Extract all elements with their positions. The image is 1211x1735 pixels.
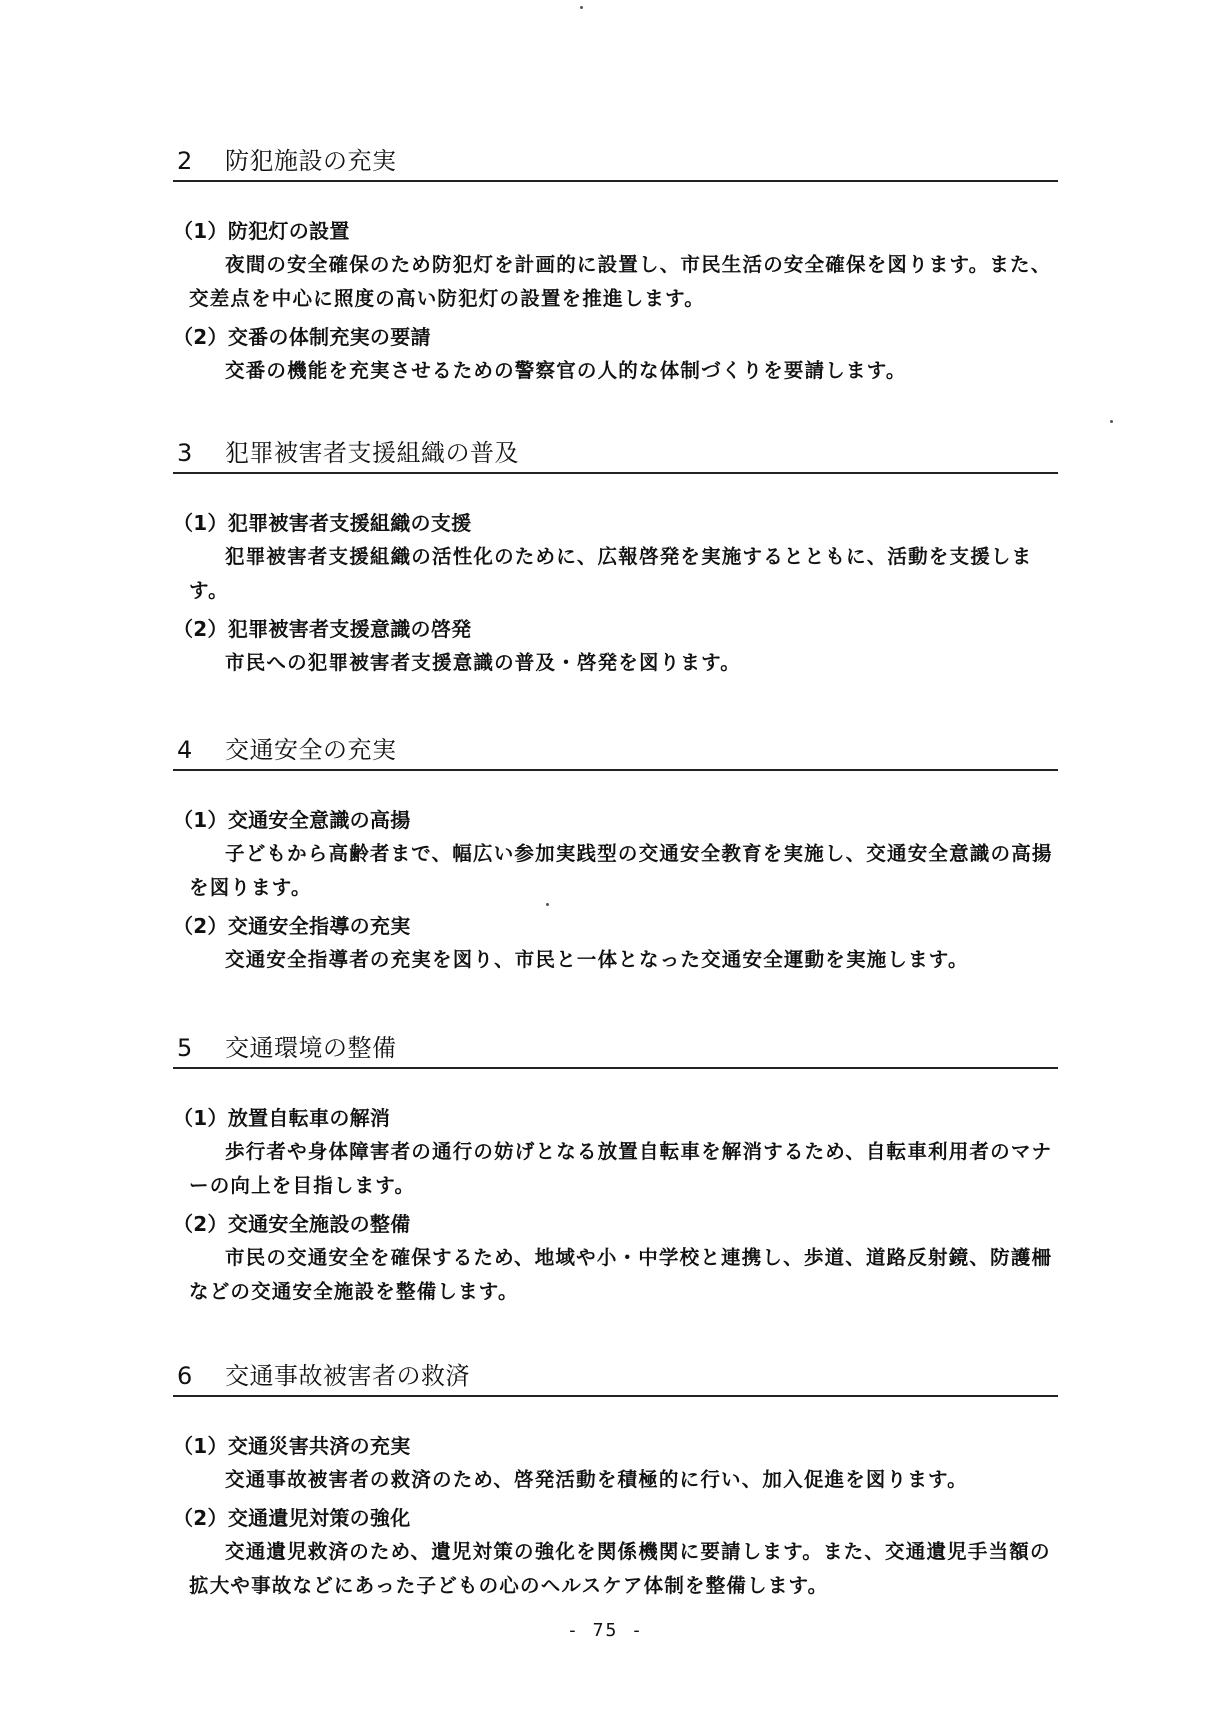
section-3 xyxy=(173,438,1058,684)
section-number: 3 xyxy=(177,439,193,467)
section-number: 2 xyxy=(177,147,193,175)
section-items xyxy=(173,1429,1058,1603)
scan-speck xyxy=(546,903,549,906)
item-text: 交番の機能を充実させるための警察官の人的な体制づくりを要請します。 xyxy=(225,359,907,382)
item-label: （2）交番の体制充実の要請 xyxy=(173,325,431,349)
section-number: 6 xyxy=(177,1362,193,1390)
item-text: 交通安全指導者の充実を図り、市民と一体となった交通安全運動を実施します。 xyxy=(225,948,969,971)
section-title: 防犯施設の充実 xyxy=(225,147,397,175)
section-heading xyxy=(173,146,1058,182)
section-heading xyxy=(173,1361,1058,1397)
section-2 xyxy=(173,146,1058,392)
scan-speck xyxy=(580,6,583,9)
item-label: （1）犯罪被害者支援組織の支援 xyxy=(173,511,472,535)
section-items xyxy=(173,1101,1058,1309)
section-number: 4 xyxy=(177,736,193,764)
item-text: 交通遺児救済のため、遺児対策の強化を関係機関に要請します。また、交通遺児手当額の拡大や事故などにあった子どもの心のヘルスケア体制を整備します。 xyxy=(189,1540,1051,1597)
item-label: （2）交通安全施設の整備 xyxy=(173,1212,411,1236)
item-text: 市民への犯罪被害者支援意識の普及・啓発を図ります。 xyxy=(225,651,741,674)
item-text: 子どもから高齢者まで、幅広い参加実践型の交通安全教育を実施し、交通安全意識の高揚を図ります。 xyxy=(189,842,1053,899)
scan-speck xyxy=(1110,420,1113,423)
section-items xyxy=(173,506,1058,680)
section-number: 5 xyxy=(177,1034,193,1062)
section-heading xyxy=(173,1033,1058,1069)
item-text: 歩行者や身体障害者の通行の妨げとなる放置自転車を解消するため、自転車利用者のマナーの向上を目指します。 xyxy=(189,1140,1053,1197)
section-items xyxy=(173,214,1058,388)
section-title: 犯罪被害者支援組織の普及 xyxy=(225,439,519,467)
section-heading xyxy=(173,735,1058,771)
section-title: 交通安全の充実 xyxy=(225,736,397,764)
section-5 xyxy=(173,1033,1058,1313)
item-label: （2）犯罪被害者支援意識の啓発 xyxy=(173,617,472,641)
section-title: 交通環境の整備 xyxy=(225,1034,397,1062)
item-text: 夜間の安全確保のため防犯灯を計画的に設置し、市民生活の安全確保を図ります。また、交差点を中心に照度の高い防犯灯の設置を推進します。 xyxy=(189,253,1052,310)
item-label: （1）交通安全意識の高揚 xyxy=(173,808,411,832)
item-text: 交通事故被害者の救済のため、啓発活動を積極的に行い、加入促進を図ります。 xyxy=(225,1468,968,1491)
item-text: 市民の交通安全を確保するため、地域や小・中学校と連携し、歩道、道路反射鏡、防護柵などの交通安全施設を整備します。 xyxy=(189,1246,1053,1303)
item-label: （1）防犯灯の設置 xyxy=(173,219,350,243)
item-label: （2）交通安全指導の充実 xyxy=(173,914,411,938)
item-label: （1）交通災害共済の充実 xyxy=(173,1434,411,1458)
section-title: 交通事故被害者の救済 xyxy=(225,1362,470,1390)
section-6 xyxy=(173,1361,1058,1607)
item-label: （1）放置自転車の解消 xyxy=(173,1106,391,1130)
section-heading xyxy=(173,438,1058,474)
item-text: 犯罪被害者支援組織の活性化のために、広報啓発を実施するとともに、活動を支援します。 xyxy=(189,545,1033,602)
item-label: （2）交通遺児対策の強化 xyxy=(173,1506,411,1530)
section-4 xyxy=(173,735,1058,981)
page-number: - 75 - xyxy=(566,1620,645,1641)
section-items xyxy=(173,803,1058,977)
